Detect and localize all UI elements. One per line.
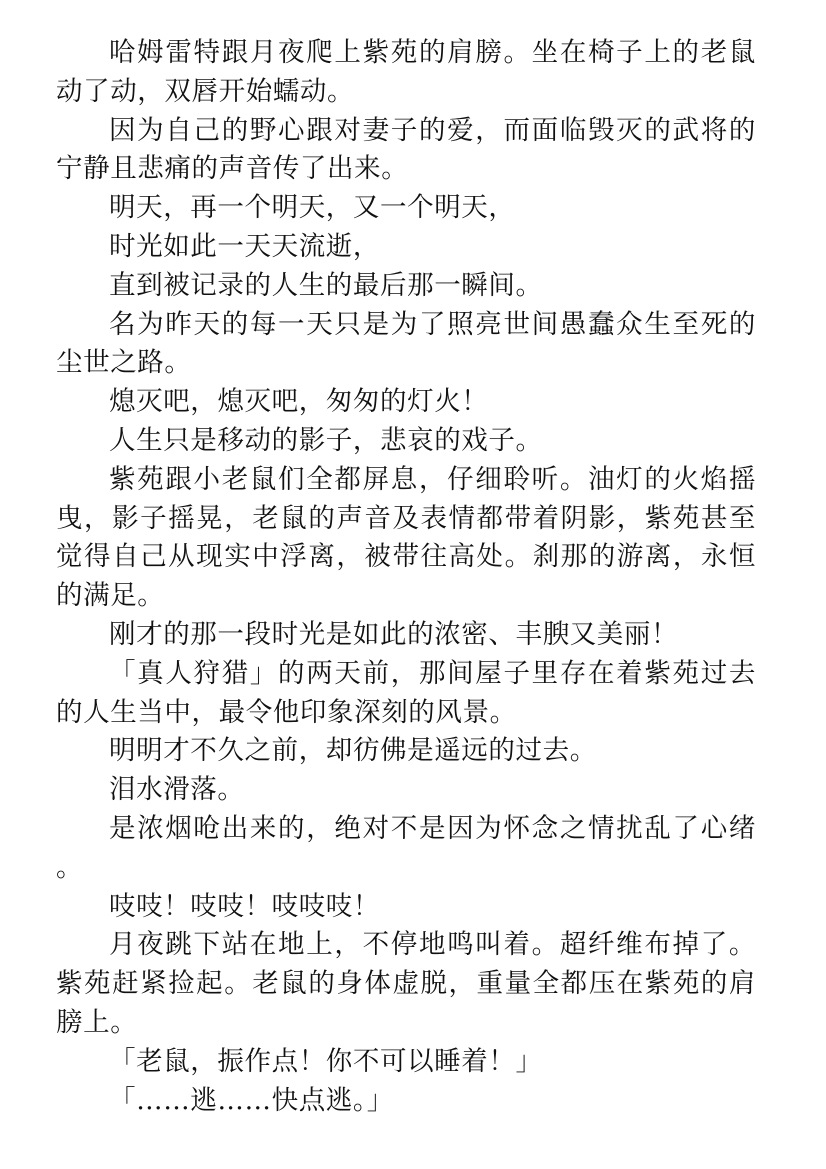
paragraph: 「老鼠，振作点！你不可以睡着！」 [109,1045,543,1077]
paragraph: 「真人狩猎」的两天前，那间屋子里存在着紫苑过去的人生当中，最令他印象深刻的风景。 [56,657,756,728]
document-page [56,34,756,1120]
paragraph: 紫苑跟小老鼠们全都屏息，仔细聆听。油灯的火焰摇曳，影子摇晃，老鼠的声音及表情都带着阴影，紫苑甚至觉得自己从现实中浮离，被带往高处。刹那的游离，永恒的满足。 [56,463,756,612]
paragraph: 吱吱！吱吱！吱吱吱！ [109,890,380,922]
paragraph: 名为昨天的每一天只是为了照亮世间愚蠢众生至死的尘世之路。 [56,308,756,379]
paragraph: 人生只是移动的影子，悲哀的戏子。 [109,424,543,456]
paragraph: 刚才的那一段时光是如此的浓密、丰腴又美丽！ [109,618,679,650]
paragraph: 是浓烟呛出来的，绝对不是因为怀念之情扰乱了心绪。 [56,812,756,883]
paragraph: 时光如此一天天流逝， [109,230,380,262]
paragraph: 熄灭吧，熄灭吧，匆匆的灯火！ [109,386,489,418]
paragraph: 直到被记录的人生的最后那一瞬间。 [109,269,543,301]
paragraph: 明天，再一个明天，又一个明天， [109,192,516,224]
paragraph: 因为自己的野心跟对妻子的爱，而面临毁灭的武将的宁静且悲痛的声音传了出来。 [56,114,756,185]
paragraph: 月夜跳下站在地上，不停地鸣叫着。超纤维布掉了。紫苑赶紧捡起。老鼠的身体虚脱，重量全都压在紫苑的肩膀上。 [56,929,756,1038]
paragraph: 明明才不久之前，却彷佛是遥远的过去。 [109,735,597,767]
paragraph: 「……逃……快点逃。」 [109,1084,394,1116]
paragraph: 哈姆雷特跟月夜爬上紫苑的肩膀。坐在椅子上的老鼠动了动，双唇开始蠕动。 [56,37,756,107]
paragraph: 泪水滑落。 [109,774,245,806]
